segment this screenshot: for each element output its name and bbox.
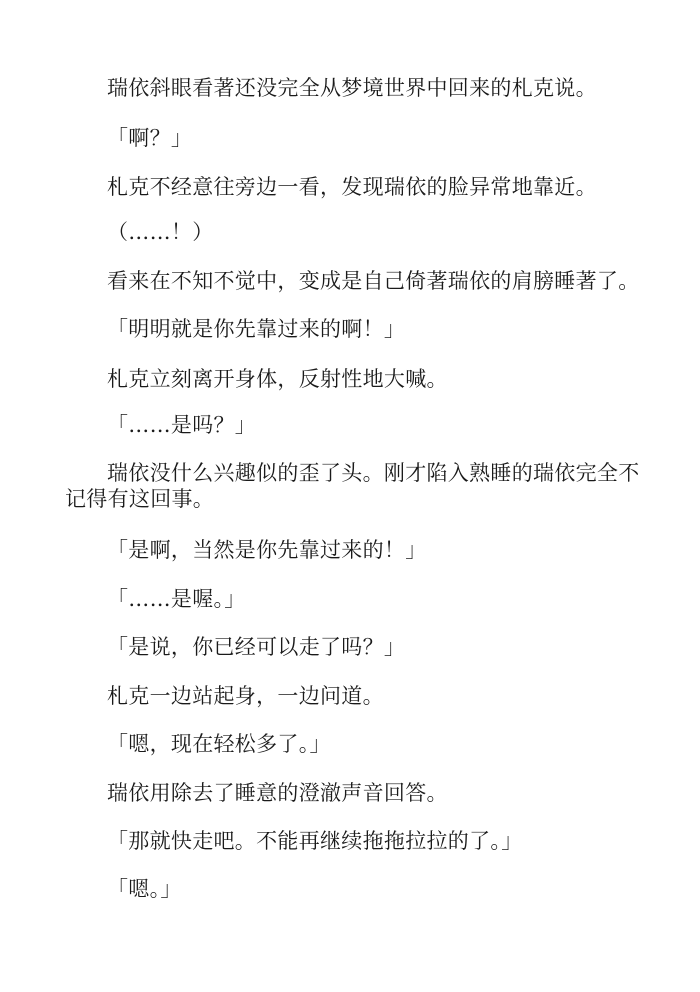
- paragraph: 「明明就是你先靠过来的啊！」: [107, 317, 406, 341]
- paragraph: 「是啊，当然是你先靠过来的！」: [107, 538, 427, 562]
- paragraph: 札克立刻离开身体，反射性地大喊。: [107, 367, 448, 391]
- paragraph: 札克一边站起身，一边问道。: [107, 684, 384, 708]
- paragraph: 「那就快走吧。不能再继续拖拖拉拉的了。」: [107, 829, 523, 853]
- paragraph: （……！）: [107, 220, 214, 244]
- paragraph: 札克不经意往旁边一看，发现瑞依的脸异常地靠近。: [107, 175, 597, 199]
- paragraph: 「啊？」: [107, 126, 193, 150]
- paragraph: 瑞依没什么兴趣似的歪了头。刚才陷入熟睡的瑞依完全不记得有这回事。: [65, 461, 640, 511]
- paragraph: 瑞依用除去了睡意的澄澈声音回答。: [107, 781, 448, 805]
- paragraph: 「嗯。」: [107, 877, 182, 901]
- paragraph: 「……是喔。」: [107, 587, 246, 611]
- paragraph: 瑞依斜眼看著还没完全从梦境世界中回来的札克说。: [107, 76, 597, 100]
- paragraph: 「是说，你已经可以走了吗？」: [107, 635, 406, 659]
- paragraph: 看来在不知不觉中，变成是自己倚著瑞依的肩膀睡著了。: [107, 269, 640, 293]
- paragraph: 「……是吗？」: [107, 413, 257, 437]
- paragraph: 「嗯，现在轻松多了。」: [107, 732, 331, 756]
